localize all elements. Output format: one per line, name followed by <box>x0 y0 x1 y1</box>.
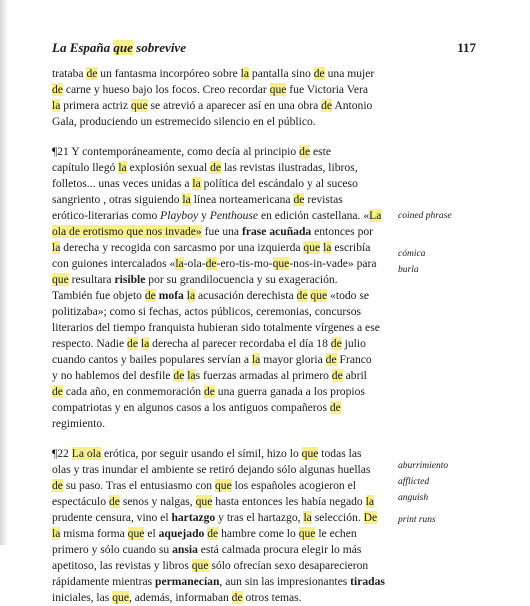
margin-gloss-print-runs: print runs <box>398 515 436 525</box>
text-segment: pantalla sino <box>249 67 314 80</box>
highlighted-word: de <box>108 495 120 508</box>
margin-gloss-coined-phrase: coined phrase <box>398 211 452 221</box>
text-line <box>52 320 396 336</box>
highlighted-word: de <box>173 369 185 382</box>
highlighted-word: la <box>240 67 250 80</box>
text-segment: Playboy <box>160 209 199 222</box>
text-segment: y no hablemos del desfile <box>52 369 174 382</box>
running-title-highlight: que <box>113 40 133 55</box>
text-line <box>52 352 396 368</box>
highlighted-word: la <box>192 177 201 190</box>
text-line <box>52 384 396 400</box>
text-segment: sangriento , otras siguiendo <box>52 193 183 206</box>
text-segment: entonces por <box>311 225 374 238</box>
highlighted-word: de <box>313 67 325 80</box>
text-segment: , además, informaban <box>128 591 232 604</box>
text-segment: derecha y recogida con sarcasmo por una izquierda <box>60 241 304 254</box>
highlighted-word: la <box>251 353 261 366</box>
text-segment: hambre come lo <box>218 527 299 540</box>
text-segment: «todo se <box>327 289 370 302</box>
text-segment: -nos-in-vade» para <box>289 257 377 270</box>
highlighted-word: la <box>187 369 196 382</box>
text-line <box>52 98 396 114</box>
text-segment: -ola- <box>183 257 206 270</box>
highlighted-word: que <box>195 495 213 508</box>
text-segment: y tras el hartazgo, <box>215 511 304 524</box>
text-line <box>52 208 396 224</box>
highlighted-word: de <box>293 193 305 206</box>
highlighted-word: que <box>301 447 319 460</box>
text-segment: s fuerzas armadas al primero <box>195 369 332 382</box>
highlighted-word: de <box>52 385 63 398</box>
highlighted-word: de <box>329 401 341 414</box>
text-line <box>52 574 396 590</box>
text-segment: los españoles acogieron el <box>231 479 356 492</box>
text-segment: cada año, en conmemoración <box>62 385 204 398</box>
text-line <box>52 240 396 256</box>
text-line <box>52 176 396 192</box>
body-text <box>52 66 396 606</box>
paragraph <box>52 66 396 130</box>
text-segment: con guiones intercalados « <box>52 257 176 270</box>
text-segment: otros temas. <box>242 591 302 604</box>
highlighted-word: la <box>140 337 150 350</box>
text-segment: ¶22 <box>52 447 72 460</box>
text-segment: abril <box>342 369 367 382</box>
page-number: 117 <box>457 40 476 55</box>
margin-gloss-burla: burla <box>398 265 419 275</box>
text-segment: una guerra ganada a los propios <box>214 385 365 398</box>
text-segment: mofa <box>158 289 184 302</box>
text-segment: derecha al parecer recordaba el día 18 <box>149 337 331 350</box>
text-segment: cuando cantos y bailes populares servían a <box>52 353 252 366</box>
margin-gloss-anguish: anguish <box>398 493 429 503</box>
text-segment: este <box>310 145 332 158</box>
text-segment: ¶21 Y contemporáneamente, como decía al principio <box>52 145 300 158</box>
text-segment: selección. <box>311 511 364 524</box>
highlighted-word: de <box>207 527 219 540</box>
text-segment: respecto. Nadie <box>52 337 128 350</box>
text-segment: revistas <box>304 193 343 206</box>
text-line <box>52 526 396 542</box>
text-line <box>52 144 396 160</box>
highlighted-word: de <box>52 479 63 492</box>
text-segment: trataba <box>52 67 87 80</box>
text-segment: primero y sólo cuando su <box>52 543 173 556</box>
text-line <box>52 288 396 304</box>
text-segment: sólo ofrecían sexo desaparecieron <box>208 559 369 572</box>
text-segment: mayor gloria <box>260 353 326 366</box>
text-segment: capítulo llegó <box>52 161 119 174</box>
text-line <box>52 160 396 176</box>
text-segment: , aun sin las impresionantes <box>219 575 351 588</box>
highlighted-word: que <box>303 241 321 254</box>
highlighted-word: de <box>52 83 63 96</box>
text-segment: frase acuñada <box>241 225 312 238</box>
text-segment: se atrevió a aparecer así en una obra <box>147 99 322 112</box>
text-segment: Franco <box>336 353 372 366</box>
text-segment: senos y nalgas, <box>119 495 196 508</box>
text-segment: erótico-literarias como <box>52 209 161 222</box>
text-segment: en edición castellana. « <box>258 209 370 222</box>
highlighted-word: de <box>231 591 243 604</box>
text-segment: explosión sexual <box>126 161 211 174</box>
highlighted-word: la <box>175 257 184 270</box>
text-segment: permanecían <box>155 575 220 588</box>
highlighted-word: La <box>369 209 382 222</box>
running-title-prefix: La España <box>52 40 114 55</box>
highlighted-word: la <box>52 99 61 112</box>
text-segment: espectáculo <box>52 495 109 508</box>
highlighted-word: que <box>269 83 287 96</box>
text-line <box>52 114 396 130</box>
text-line <box>52 590 396 606</box>
highlighted-word: de <box>127 337 138 350</box>
running-title <box>52 40 186 56</box>
highlighted-word: De <box>363 511 378 524</box>
text-segment: acusación derechista <box>195 289 297 302</box>
text-line <box>52 478 396 494</box>
text-segment: regimiento. <box>52 417 106 430</box>
text-segment: escribía <box>331 241 371 254</box>
text-segment: su paso. Tras el entusiasmo con <box>62 479 215 492</box>
highlighted-word: ola de erotismo que nos invade» <box>52 225 202 238</box>
highlighted-word: la <box>365 495 374 508</box>
text-segment: está calmada procura elegir lo más <box>197 543 362 556</box>
text-segment: un fantasma incorpóreo sobre <box>97 67 241 80</box>
text-segment: ansia <box>172 543 198 556</box>
text-segment: rápidamente mientras <box>52 575 156 588</box>
text-segment: apetitoso, las revistas y libros <box>52 559 192 572</box>
text-segment: línea norteamericana <box>190 193 294 206</box>
text-segment: misma forma <box>60 527 128 540</box>
text-segment: primera actriz <box>60 99 131 112</box>
text-segment: iniciales, las <box>52 591 113 604</box>
text-segment: compatriotas y en algunos casos a los antiguos compañeros <box>52 401 330 414</box>
margin-gloss-comica: cómica <box>398 249 426 259</box>
highlighted-word: de <box>296 289 308 302</box>
text-segment: una mujer <box>324 67 375 80</box>
text-segment: y <box>198 209 210 222</box>
text-line <box>52 446 396 462</box>
text-line <box>52 224 396 240</box>
text-segment: fue una <box>201 225 242 238</box>
text-segment: Antonio <box>332 99 373 112</box>
paragraph-spacer <box>52 432 396 446</box>
highlighted-word: la <box>52 241 61 254</box>
highlighted-word: que <box>272 257 290 270</box>
text-line <box>52 368 396 384</box>
text-line <box>52 256 396 272</box>
text-segment: risible <box>114 273 146 286</box>
highlighted-word: de <box>86 67 98 80</box>
highlighted-word: de <box>299 145 311 158</box>
text-segment: por su grandilocuencia y su exageración. <box>145 273 338 286</box>
text-segment: prudente censura, vino el <box>52 511 172 524</box>
text-line <box>52 192 396 208</box>
text-segment: fue Victoria Vera <box>286 83 368 96</box>
highlighted-word: de <box>203 385 215 398</box>
running-header <box>52 40 476 58</box>
text-line <box>52 510 396 526</box>
text-line <box>52 416 396 432</box>
text-segment: le echen <box>315 527 357 540</box>
page-binding-shadow <box>0 0 8 545</box>
text-segment: carne y hueso bajo los focos. Creo recordar <box>62 83 270 96</box>
text-line <box>52 542 396 558</box>
text-line <box>52 272 396 288</box>
paragraph <box>52 144 396 432</box>
highlighted-word: la <box>118 161 127 174</box>
text-line <box>52 400 396 416</box>
text-segment: hasta entonces les había negado <box>212 495 366 508</box>
highlighted-word: de <box>331 369 343 382</box>
text-line <box>52 494 396 510</box>
text-line <box>52 558 396 574</box>
text-line <box>52 82 396 98</box>
highlighted-word: que <box>191 559 209 572</box>
text-segment: También fue objeto <box>52 289 145 302</box>
highlighted-word: de <box>330 337 342 350</box>
text-line <box>52 66 396 82</box>
highlighted-word: de <box>205 257 217 270</box>
text-line <box>52 336 396 352</box>
paragraph-spacer <box>52 130 396 144</box>
highlighted-word: que <box>127 527 145 540</box>
text-segment: tiradas <box>350 575 385 588</box>
highlighted-word: La ola <box>71 447 102 460</box>
highlighted-word: la <box>186 289 196 302</box>
text-segment: aquejado <box>158 527 205 540</box>
text-segment: julio <box>341 337 366 350</box>
highlighted-word: de <box>210 161 222 174</box>
highlighted-word: que <box>298 527 316 540</box>
text-segment: el <box>144 527 159 540</box>
highlighted-word: de <box>325 353 337 366</box>
margin-gloss-afflicted: afflicted <box>398 477 430 487</box>
text-segment: olas y tras inundar el ambiente se retiró dejando sólo algunas huellas <box>52 463 371 476</box>
highlighted-word: la <box>323 241 332 254</box>
text-segment: resultara <box>68 273 115 286</box>
highlighted-word: de <box>144 289 156 302</box>
text-segment: -ero-tis-mo- <box>216 257 273 270</box>
text-segment: literarios del tiempo franquista hubieran sido totalmente vírgenes a ese <box>52 321 380 334</box>
text-line <box>52 462 396 478</box>
highlighted-word: la <box>52 527 61 540</box>
highlighted-word: que <box>112 591 129 604</box>
text-segment: hartazgo <box>171 511 216 524</box>
margin-gloss-aburrimiento: aburrimiento <box>398 461 449 471</box>
paragraph <box>52 446 396 606</box>
text-segment: política del escándalo y al suceso <box>200 177 358 190</box>
text-segment: todas las <box>318 447 362 460</box>
highlighted-word: que <box>310 289 328 302</box>
running-title-suffix: sobrevive <box>132 40 186 55</box>
text-segment: Penthouse <box>209 209 259 222</box>
text-segment: politizaba»; como si fechas, actos públicos, ceremonias, concursos <box>52 305 362 318</box>
highlighted-word: que <box>52 273 69 286</box>
highlighted-word: que <box>214 479 232 492</box>
text-segment: folletos... unas veces unidas a <box>52 177 193 190</box>
highlighted-word: que <box>130 99 148 112</box>
text-segment: erótica, por seguir usando el símil, hizo lo <box>101 447 302 460</box>
text-segment: Gala, produciendo un estremecido silencio en el público. <box>52 115 316 128</box>
text-segment: las revistas ilustradas, libros, <box>221 161 358 174</box>
highlighted-word: la <box>303 511 312 524</box>
text-line <box>52 304 396 320</box>
highlighted-word: la <box>182 193 191 206</box>
highlighted-word: de <box>321 99 333 112</box>
